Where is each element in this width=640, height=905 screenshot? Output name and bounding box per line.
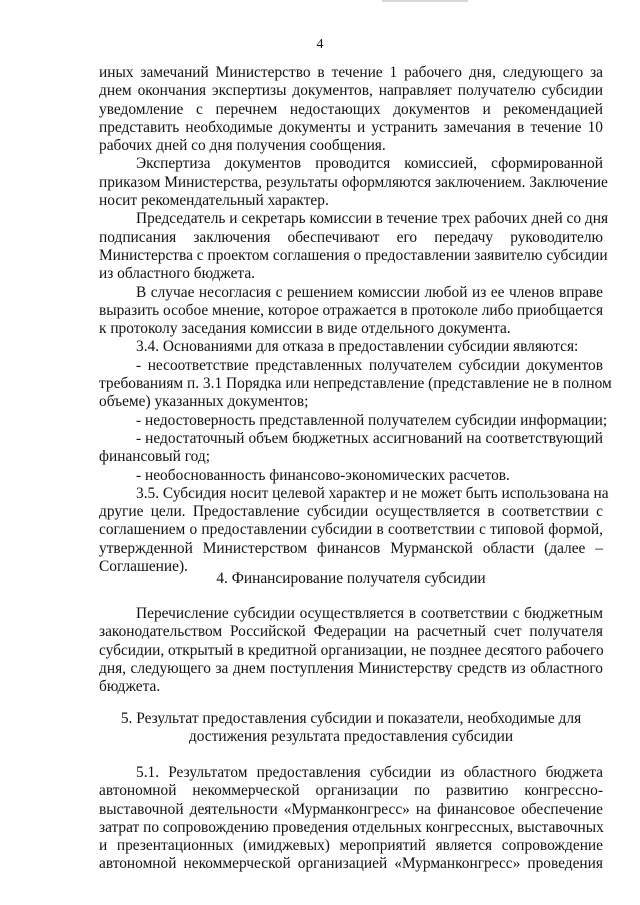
text-line: соглашением о предоставлении субсидии в соответствии с типовой формой, xyxy=(99,521,603,539)
text-line: бюджета. xyxy=(99,678,161,696)
text-line: автономной некоммерческой организацией «Мурманконгресс» проведения xyxy=(99,855,603,873)
text-line: выразить особое мнение, которое отражается в протоколе либо приобщается xyxy=(99,301,604,319)
text-line: - несоответствие представленных получателем субсидии документов xyxy=(136,356,603,374)
text-line: 5.1. Результатом предоставления субсидии из областного бюджета xyxy=(136,764,603,781)
section-5-heading-block xyxy=(99,710,603,747)
section-heading: 4. Финансирование получателя субсидии xyxy=(216,570,486,587)
text-line: затрат по сопровождению проведения отдельных конгрессных, выставочных xyxy=(99,818,604,836)
text-line: Министерства с проектом соглашения о предоставлении заявителю субсидии xyxy=(99,246,608,264)
section-4-body xyxy=(99,605,603,696)
scan-stamp-mark xyxy=(382,0,468,6)
text-line: Экспертиза документов проводится комиссией, сформированной xyxy=(136,155,603,173)
text-line: другие цели. Предоставление субсидии осуществляется в соответствии с xyxy=(99,503,603,521)
text-line: из областного бюджета. xyxy=(99,265,256,283)
text-line: Председатель и секретарь комиссии в течение трех рабочих дней со дня xyxy=(136,210,609,228)
text-line: Соглашение). xyxy=(99,558,188,576)
text-line: выставочной деятельности «Мурманконгресс» на финансовое обеспечение xyxy=(99,800,603,818)
text-line: приказом Министерства, результаты оформляются заключением. Заключение xyxy=(99,173,608,191)
text-line: - недостоверность представленной получателем субсидии информации; xyxy=(136,411,608,429)
text-line: субсидии, открытый в кредитной организации, не позднее десятого рабочего xyxy=(99,641,604,659)
section-4-heading-block xyxy=(99,570,603,588)
text-line: - необоснованность финансово-экономических расчетов. xyxy=(136,466,510,484)
text-line: Перечисление субсидии осуществляется в соответствии с бюджетным xyxy=(136,605,603,622)
text-line: требованиям п. 3.1 Порядка или непредставление (представление не в полном xyxy=(99,375,612,393)
text-line: объеме) указанных документов; xyxy=(99,393,309,411)
text-line: днем окончания экспертизы документов, направляет получателю субсидии xyxy=(99,82,603,100)
text-line: законодательством Российской Федерации на расчетный счет получателя xyxy=(99,623,603,641)
text-line: рабочих дней со дня получения сообщения. xyxy=(99,137,386,155)
text-line: В случае несогласия с решением комиссии любой из ее членов вправе xyxy=(136,283,603,301)
text-line: иных замечаний Министерство в течение 1 рабочего дня, следующего за xyxy=(99,64,603,81)
section-heading: достижения результата предоставления субсидии xyxy=(188,728,514,746)
text-line: дня, следующего за днем поступления Министерству средств из областного xyxy=(99,659,603,677)
text-line: уведомление с перечнем недостающих документов и рекомендацией xyxy=(99,100,603,118)
text-line: и презентационных (имиджевых) мероприятий является сопровождение xyxy=(99,837,603,855)
text-line: автономной некоммерческой организации по развитию конгрессно- xyxy=(99,782,603,800)
body-text-block xyxy=(99,64,612,576)
text-line: утвержденной Министерством финансов Мурманской области (далее – xyxy=(99,539,603,557)
text-line: - недостаточный объем бюджетных ассигнований на соответствующий xyxy=(136,429,603,447)
text-line: к протоколу заседания комиссии в виде отдельного документа. xyxy=(99,320,511,338)
text-line: 3.5. Субсидия носит целевой характер и не может быть использована на xyxy=(136,484,609,502)
text-line: 3.4. Основаниями для отказа в предоставлении субсидии являются: xyxy=(136,338,579,356)
text-line: представить необходимые документы и устранить замечания в течение 10 xyxy=(99,118,603,136)
text-line: носит рекомендательный характер. xyxy=(99,192,329,210)
text-line: подписания заключения обеспечивают его передачу руководителю xyxy=(99,228,603,246)
section-5-body xyxy=(99,764,603,874)
page-number: 4 xyxy=(316,37,324,52)
section-heading: 5. Результат предоставления субсидии и показатели, необходимые для xyxy=(120,710,582,727)
text-line: финансовый год; xyxy=(99,448,211,466)
